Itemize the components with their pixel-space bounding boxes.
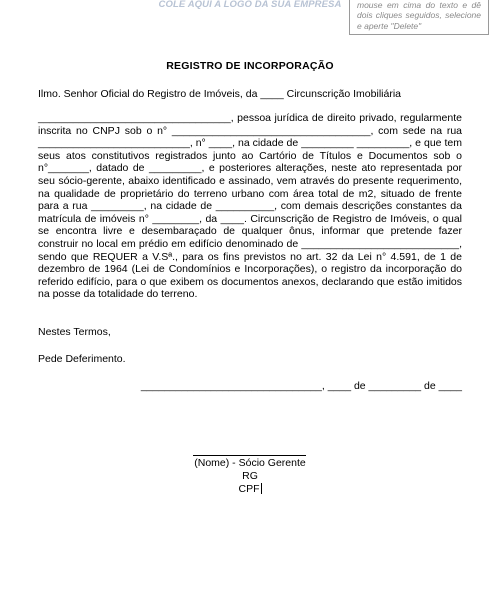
signer-name-role: (Nome) - Sócio Gerente xyxy=(194,457,306,469)
signer-cpf: CPF xyxy=(238,482,260,495)
document-title: REGISTRO DE INCORPORAÇÃO xyxy=(166,60,334,72)
signature-block xyxy=(0,457,500,495)
place-date-line: _______________________________, ____ de _________ de ____ xyxy=(140,380,462,392)
signer-cpf-line[interactable] xyxy=(0,483,500,496)
text-cursor xyxy=(261,483,262,494)
instruction-note-text: mouse em cima do texto e dê dois cliques seguidos, selecione e aperte "Delete" xyxy=(357,0,481,31)
request-body-paragraph: _________________________________, pessoa jurídica de direito privado, regularmente inscrita no CNPJ sob o n° __________________________________, com sede na rua __________________________, n° ____, na cidade de _________ _________, e que tem seus atos constitutivos registrados junto ao Cartório de Títulos e Documentos sob o n°_______, datado de _________, e posteriores alterações, neste ato representada por seu sócio-gerente, abaixo identificado e assinado, vem através do presente requerimento, na qualidade de proprietário do terreno urbano com área total de m2, situado de frente para a rua _________, na cidade de __________, com demais descrições constantes da matrícula de imóveis n° ________, da ____. Circunscrição de Registro de Imóveis, o qual se encontra livre e desembaraçado de qualquer ônus, informar que pretende fazer construir no local em prédio em edifício denominado de ___________________________, sendo que REQUER a V.Sª., para os fins previstos no art. 32 da Lei n° 4.591, de 1 de dezembro de 1964 (Lei de Condomínios e Incorporações), o registro da incorporação do referido edifício, para o que exibem os documentos anexos, declarando que estão imitidos na posse da totalidade do terreno. xyxy=(38,112,462,301)
instruction-note[interactable] xyxy=(349,0,489,35)
signature-line xyxy=(193,455,306,456)
signer-rg: RG xyxy=(242,469,258,482)
logo-placeholder-text: COLE AQUI A LOGO DA SUA EMPRESA xyxy=(158,0,342,10)
closing-terms: Nestes Termos, xyxy=(38,326,111,338)
addressee-line: Ilmo. Senhor Oficial do Registro de Imóveis, da ____ Circunscrição Imobiliária xyxy=(38,88,401,100)
closing-deferment: Pede Deferimento. xyxy=(38,353,126,365)
